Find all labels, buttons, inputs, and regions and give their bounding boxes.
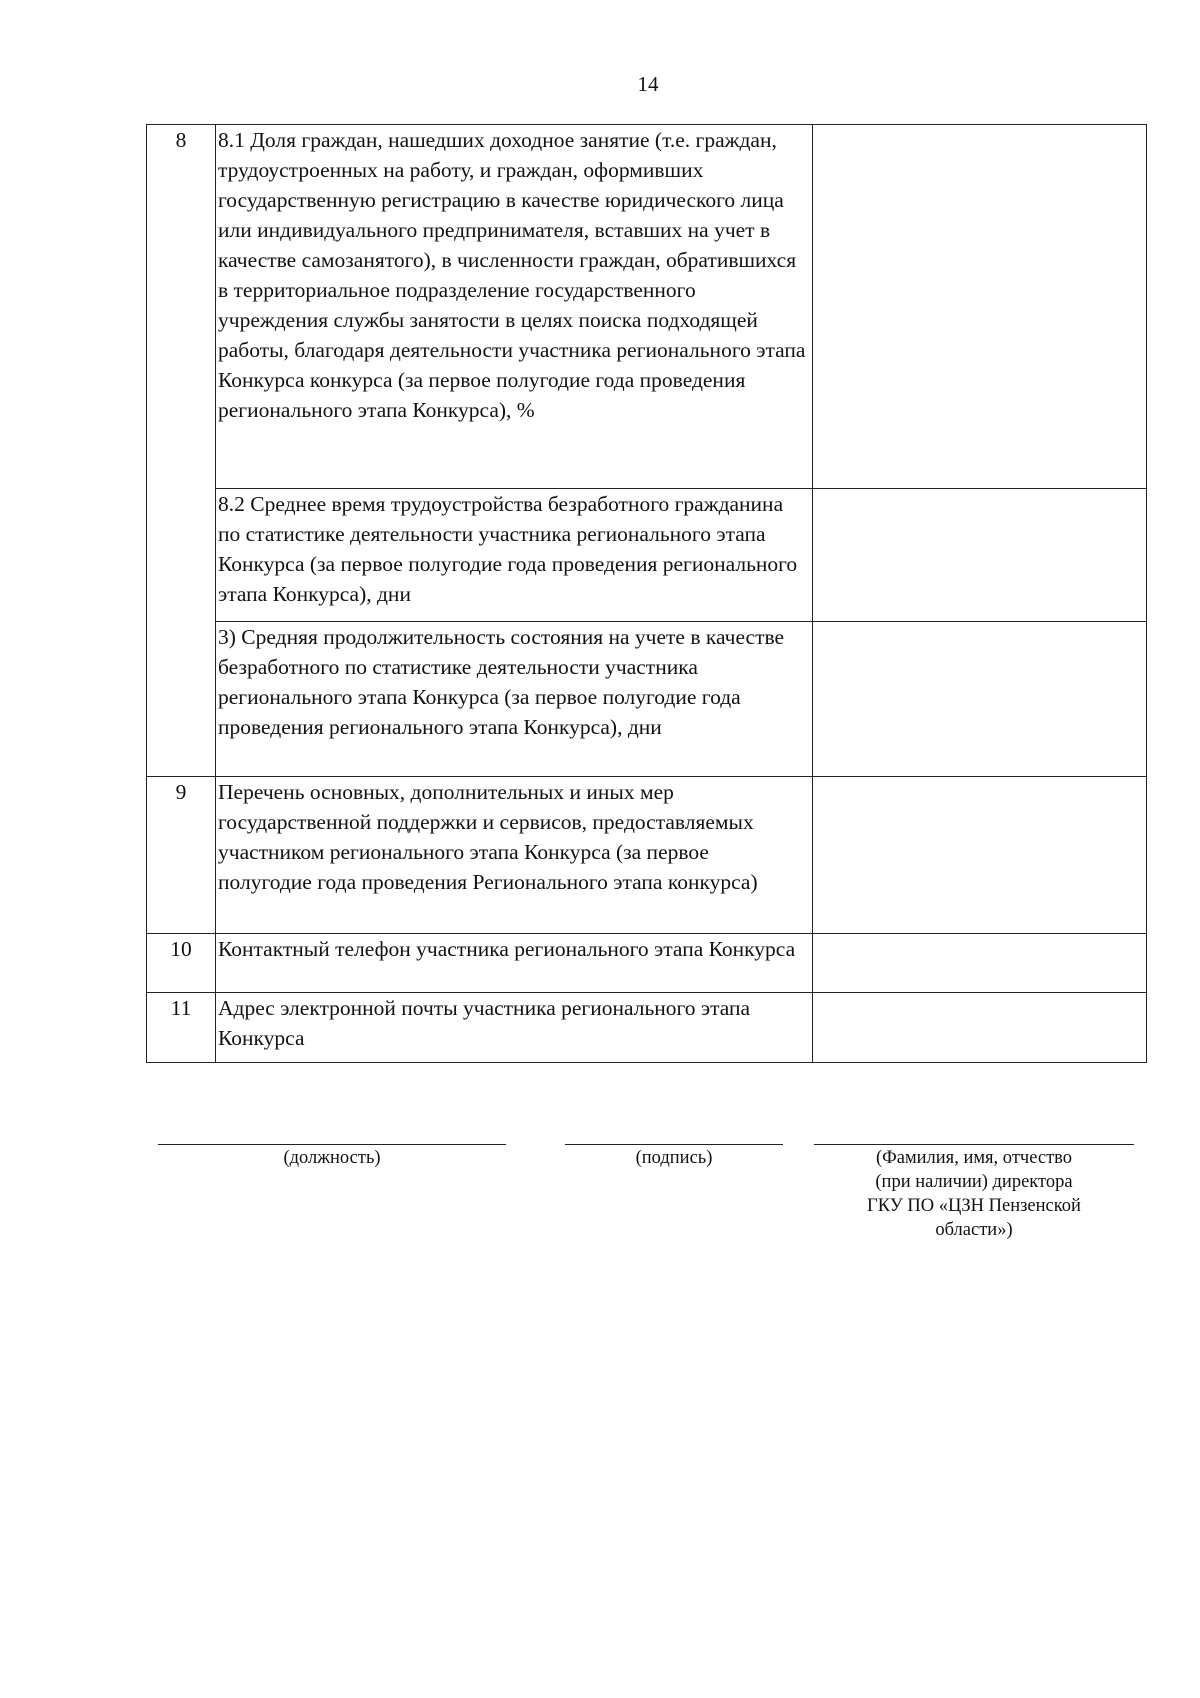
value-cell[interactable]: [813, 777, 1147, 934]
name-block: [814, 1144, 1134, 1242]
name-caption-line: (при наличии) директора: [875, 1172, 1073, 1192]
row-number: 9: [147, 777, 216, 934]
value-cell[interactable]: [813, 125, 1147, 489]
name-caption-line: области»): [935, 1220, 1013, 1240]
value-cell[interactable]: [813, 622, 1147, 777]
table-row: [147, 777, 1147, 934]
position-block: [158, 1144, 506, 1170]
page-number: 14: [637, 72, 659, 96]
table-row: [147, 622, 1147, 777]
indicator-text: 3) Средняя продолжительность состояния на учете в качестве безработного по статистике деятельности участника регионального этапа Конкурса (за первое полугодие года проведения регионального этапа Конкурса), дни: [216, 622, 813, 777]
indicator-text: Адрес электронной почты участника регионального этапа Конкурса: [216, 993, 813, 1063]
indicator-text: Перечень основных, дополнительных и иных мер государственной поддержки и сервисов, предоставляемых участником регионального этапа Конкурса (за первое полугодие года проведения Регионального этапа конкурса): [216, 777, 813, 934]
row-number: [147, 622, 216, 777]
value-cell[interactable]: [813, 489, 1147, 622]
row-number: 8: [147, 125, 216, 489]
name-caption-line: (Фамилия, имя, отчество: [875, 1148, 1073, 1168]
signature-caption: (подпись): [635, 1148, 713, 1168]
indicator-text: Контактный телефон участника регионального этапа Конкурса: [216, 934, 813, 993]
table-row: [147, 934, 1147, 993]
table-row: [147, 489, 1147, 622]
row-number: [147, 489, 216, 622]
value-cell[interactable]: [813, 993, 1147, 1063]
row-number: 10: [147, 934, 216, 993]
signature-block: [565, 1144, 783, 1170]
table-row: [147, 125, 1147, 489]
indicator-text: 8.2 Среднее время трудоустройства безработного гражданина по статистике деятельности участника регионального этапа Конкурса (за первое полугодие года проведения регионального этапа Конкурса), дни: [216, 489, 813, 622]
name-caption-line: ГКУ ПО «ЦЗН Пензенской: [867, 1196, 1081, 1216]
row-number: 11: [147, 993, 216, 1063]
indicator-text: 8.1 Доля граждан, нашедших доходное занятие (т.е. граждан, трудоустроенных на работу, и граждан, оформивших государственную регистрацию в качестве юридического лица или индивидуального предпринимателя, вставших на учет в качестве самозанятого), в численности граждан, обратившихся в территориальное подразделение государственного учреждения службы занятости в целях поиска подходящей работы, благодаря деятельности участника регионального этапа Конкурса конкурса (за первое полугодие года проведения регионального этапа Конкурса), %: [216, 125, 813, 489]
position-caption: (должность): [283, 1148, 381, 1168]
value-cell[interactable]: [813, 934, 1147, 993]
name-caption: [814, 1145, 1134, 1242]
application-form-table: [146, 124, 1147, 1063]
table-row: [147, 993, 1147, 1063]
